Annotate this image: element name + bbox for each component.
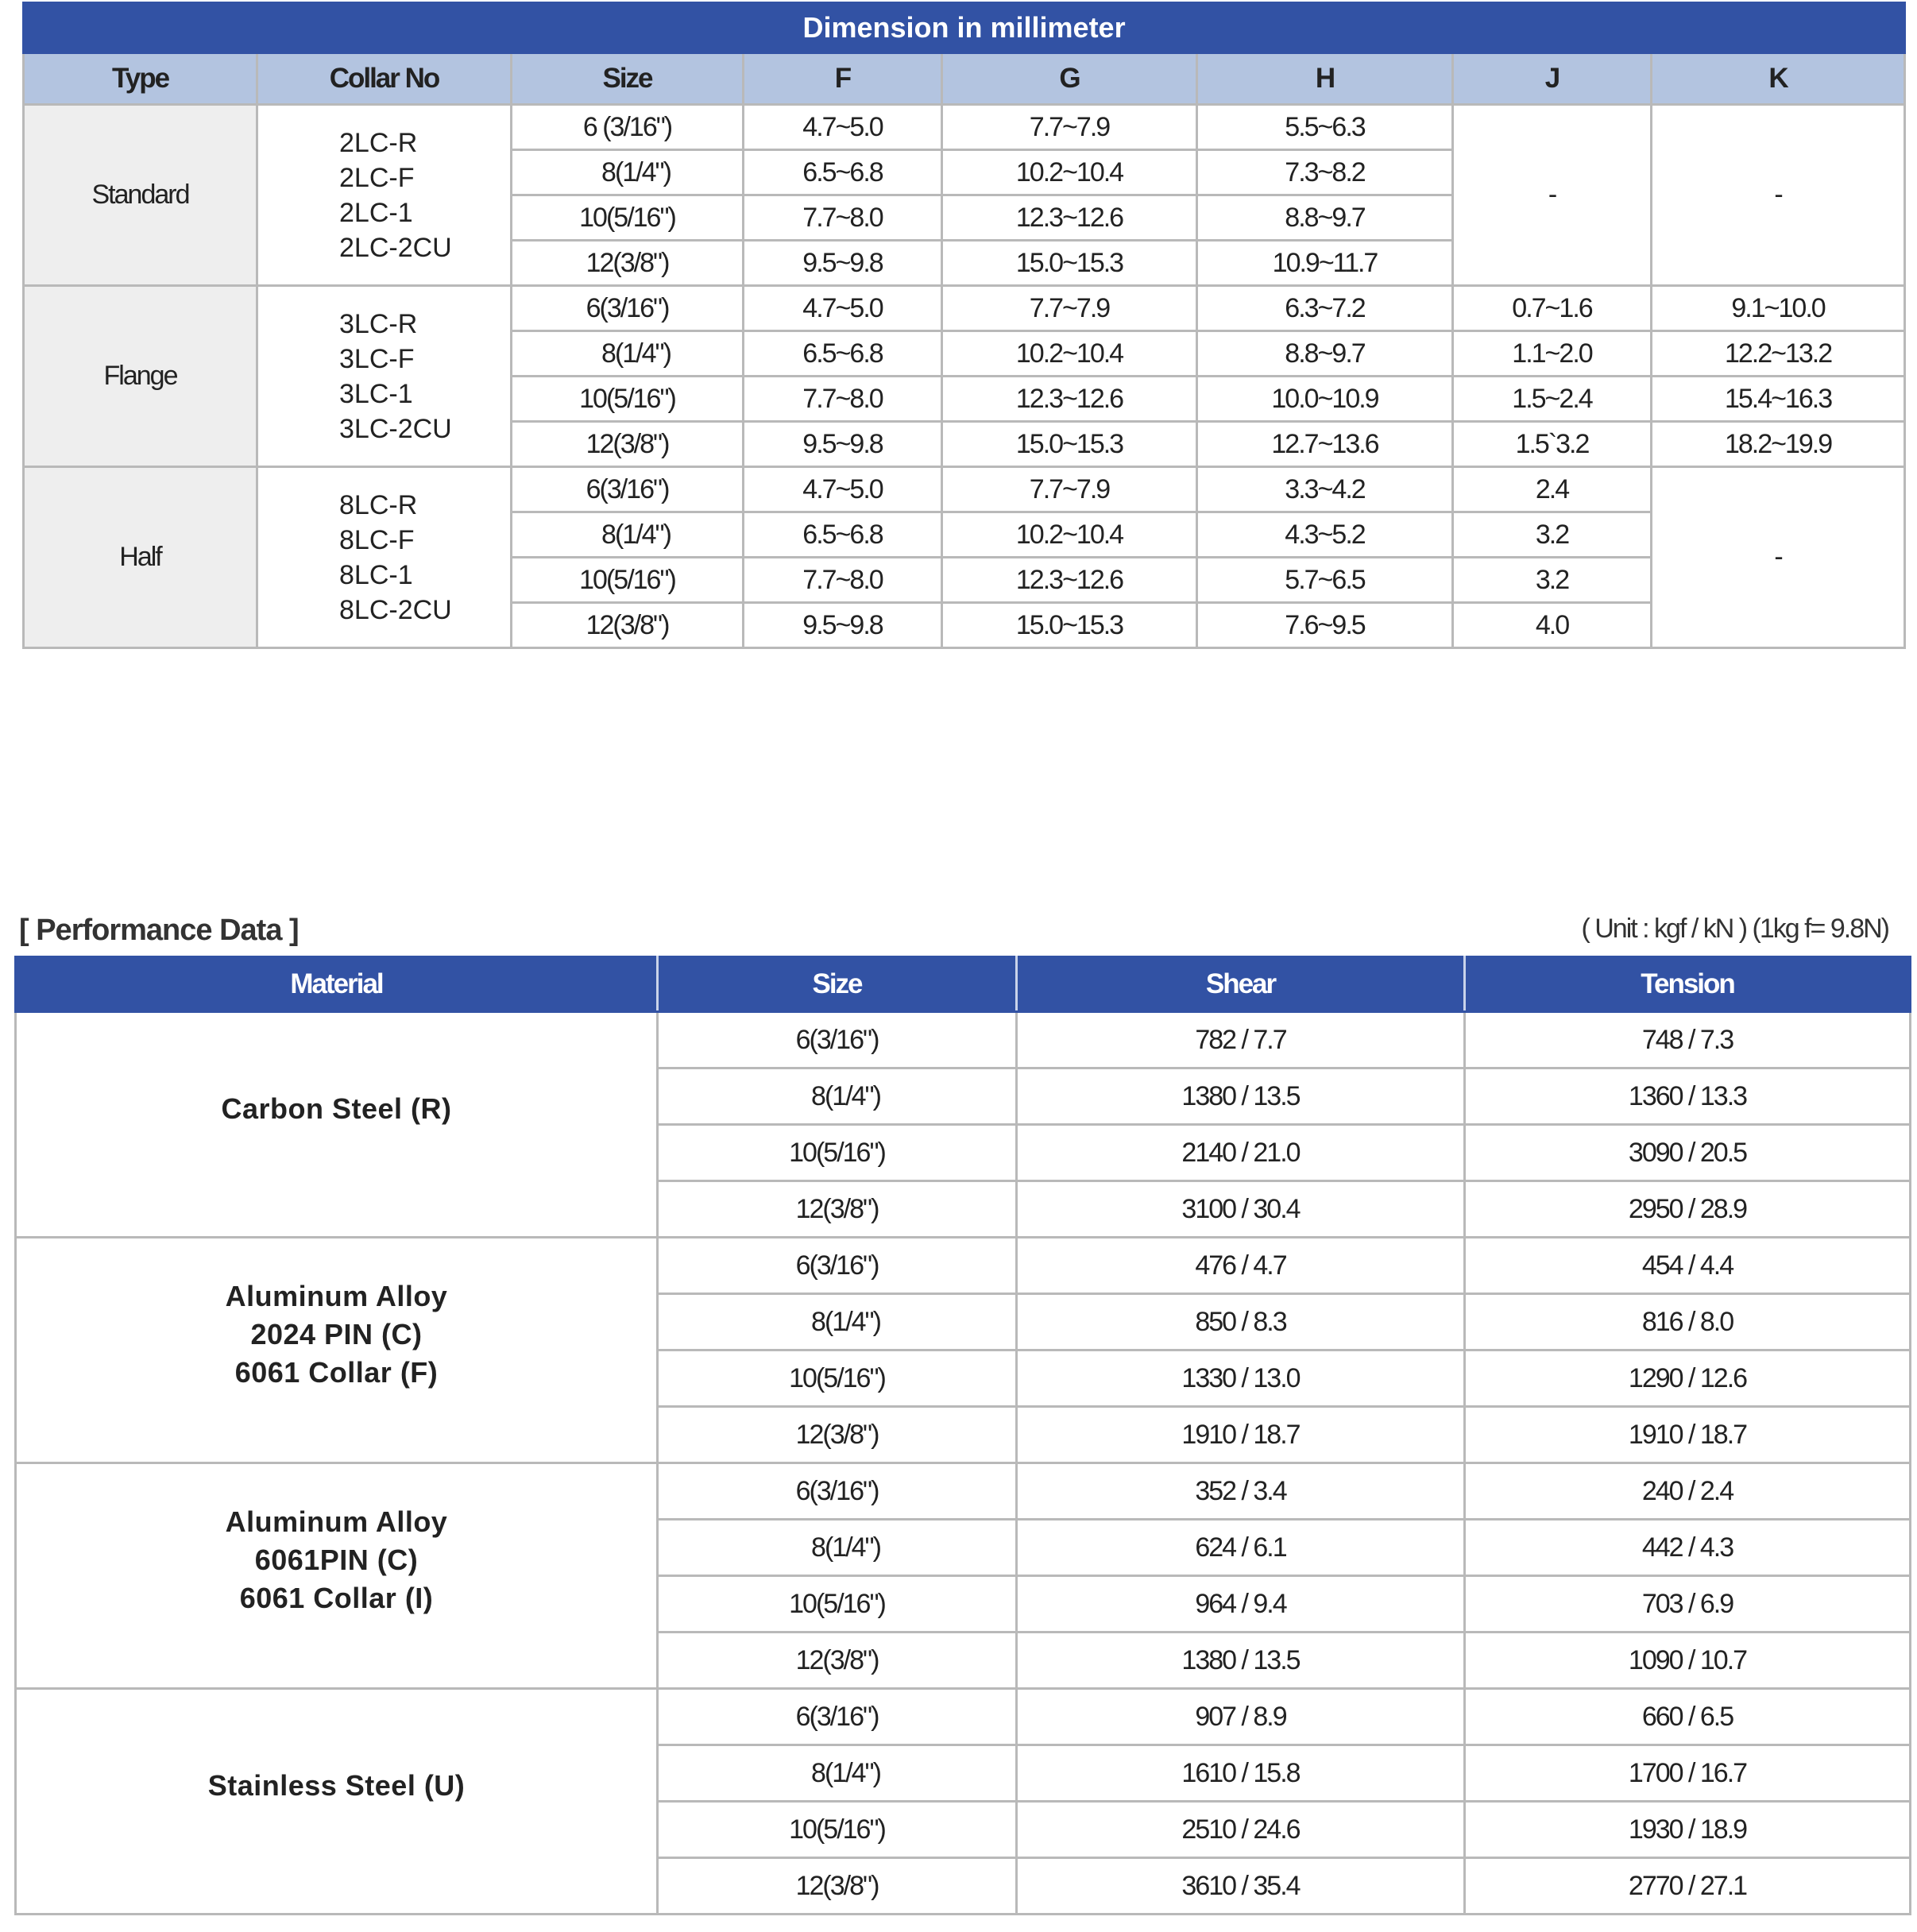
material-line: 2024 PIN (C) [250,1317,423,1350]
g-cell: 15.0~15.3 [942,603,1197,648]
g-cell: 10.2~10.4 [942,150,1197,195]
collar-no: 3LC-F [339,343,415,374]
material-line: 6061 Collar (I) [239,1581,434,1614]
type-cell-flange: Flange [24,286,257,467]
g-cell: 12.3~12.6 [942,558,1197,603]
tension-cell: 816 / 8.0 [1465,1294,1911,1350]
f-cell: 6.5~6.8 [744,150,942,195]
g-cell: 7.7~7.9 [942,286,1197,331]
j-cell: 1.5~2.4 [1453,377,1652,422]
material-cell-aluminum-6061 [16,1463,658,1689]
table-row [16,1238,1911,1294]
col-header-shear: Shear [1017,957,1465,1012]
size-cell: 8(1/4") [512,331,744,377]
k-cell: 12.2~13.2 [1652,331,1905,377]
table-row [16,1463,1911,1520]
col-header-j: J [1453,53,1652,105]
shear-cell: 1380 / 13.5 [1017,1633,1465,1689]
material-cell-aluminum-2024 [16,1238,658,1463]
table-row [24,286,1905,331]
f-cell: 9.5~9.8 [744,422,942,467]
h-cell: 10.0~10.9 [1197,377,1453,422]
tension-cell: 2950 / 28.9 [1465,1181,1911,1238]
tension-cell: 1360 / 13.3 [1465,1068,1911,1125]
g-cell: 12.3~12.6 [942,195,1197,241]
tension-cell: 1700 / 16.7 [1465,1745,1911,1802]
k-cell: 15.4~16.3 [1652,377,1905,422]
size-cell: 6(3/16") [658,1012,1017,1068]
col-header-h: H [1197,53,1453,105]
tension-cell: 703 / 6.9 [1465,1576,1911,1633]
size-cell: 8(1/4") [658,1745,1017,1802]
collar-no: 8LC-R [339,489,418,520]
h-cell: 7.6~9.5 [1197,603,1453,648]
size-cell: 12(3/8") [512,603,744,648]
tension-cell: 2770 / 27.1 [1465,1858,1911,1915]
size-cell: 10(5/16") [512,195,744,241]
collar-no: 2LC-F [339,162,415,193]
size-cell: 8(1/4") [658,1294,1017,1350]
size-cell: 10(5/16") [658,1802,1017,1858]
col-header-tension: Tension [1465,957,1911,1012]
dimension-table [22,2,1906,649]
f-cell: 7.7~8.0 [744,195,942,241]
shear-cell: 850 / 8.3 [1017,1294,1465,1350]
table-row [24,467,1905,512]
k-cell: 9.1~10.0 [1652,286,1905,331]
f-cell: 6.5~6.8 [744,512,942,558]
size-cell: 6(3/16") [512,467,744,512]
h-cell: 4.3~5.2 [1197,512,1453,558]
k-cell: - [1652,105,1905,286]
collar-no: 3LC-1 [339,378,413,409]
h-cell: 10.9~11.7 [1197,241,1453,286]
f-cell: 4.7~5.0 [744,467,942,512]
shear-cell: 624 / 6.1 [1017,1520,1465,1576]
material-cell-carbon-steel [16,1012,658,1238]
j-cell: 0.7~1.6 [1453,286,1652,331]
tension-cell: 3090 / 20.5 [1465,1125,1911,1181]
shear-cell: 1330 / 13.0 [1017,1350,1465,1407]
shear-cell: 2510 / 24.6 [1017,1802,1465,1858]
h-cell: 8.8~9.7 [1197,331,1453,377]
g-cell: 15.0~15.3 [942,241,1197,286]
size-cell: 12(3/8") [658,1858,1017,1915]
size-cell: 6(3/16") [658,1463,1017,1520]
f-cell: 9.5~9.8 [744,603,942,648]
tension-cell: 660 / 6.5 [1465,1689,1911,1745]
j-cell: - [1453,105,1652,286]
size-cell: 6(3/16") [512,286,744,331]
shear-cell: 964 / 9.4 [1017,1576,1465,1633]
shear-cell: 476 / 4.7 [1017,1238,1465,1294]
size-cell: 12(3/8") [512,241,744,286]
shear-cell: 2140 / 21.0 [1017,1125,1465,1181]
material-line: Aluminum Alloy [225,1505,448,1538]
collar-no: 2LC-1 [339,197,413,228]
j-cell: 1.1~2.0 [1453,331,1652,377]
j-cell: 3.2 [1453,558,1652,603]
f-cell: 6.5~6.8 [744,331,942,377]
j-cell: 1.5`3.2 [1453,422,1652,467]
collar-no: 8LC-2CU [339,594,452,625]
material-cell-stainless-steel [16,1689,658,1915]
size-cell: 12(3/8") [512,422,744,467]
material-line: 6061 Collar (F) [234,1355,439,1389]
size-cell: 8(1/4") [658,1068,1017,1125]
performance-title: [ Performance Data ] [19,914,299,947]
tension-cell: 1930 / 18.9 [1465,1802,1911,1858]
collar-cell-standard [257,105,512,286]
h-cell: 3.3~4.2 [1197,467,1453,512]
col-header-type: Type [24,53,257,105]
g-cell: 7.7~7.9 [942,105,1197,150]
shear-cell: 1610 / 15.8 [1017,1745,1465,1802]
size-cell: 8(1/4") [512,512,744,558]
size-cell: 10(5/16") [658,1125,1017,1181]
shear-cell: 1380 / 13.5 [1017,1068,1465,1125]
k-cell: 18.2~19.9 [1652,422,1905,467]
collar-cell-half [257,467,512,648]
size-cell: 10(5/16") [658,1350,1017,1407]
size-cell: 12(3/8") [658,1181,1017,1238]
g-cell: 15.0~15.3 [942,422,1197,467]
size-cell: 12(3/8") [658,1407,1017,1463]
h-cell: 12.7~13.6 [1197,422,1453,467]
size-cell: 10(5/16") [512,558,744,603]
h-cell: 6.3~7.2 [1197,286,1453,331]
shear-cell: 1910 / 18.7 [1017,1407,1465,1463]
f-cell: 7.7~8.0 [744,377,942,422]
tension-cell: 1910 / 18.7 [1465,1407,1911,1463]
f-cell: 9.5~9.8 [744,241,942,286]
tension-cell: 454 / 4.4 [1465,1238,1911,1294]
material-line: Carbon Steel (R) [221,1092,452,1125]
size-cell: 6 (3/16") [512,105,744,150]
f-cell: 7.7~8.0 [744,558,942,603]
table-row [24,105,1905,150]
col-header-size: Size [658,957,1017,1012]
j-cell: 4.0 [1453,603,1652,648]
size-cell: 12(3/8") [658,1633,1017,1689]
size-cell: 10(5/16") [658,1576,1017,1633]
collar-no: 8LC-F [339,524,415,555]
size-cell: 8(1/4") [658,1520,1017,1576]
g-cell: 10.2~10.4 [942,331,1197,377]
tension-cell: 240 / 2.4 [1465,1463,1911,1520]
tension-cell: 748 / 7.3 [1465,1012,1911,1068]
shear-cell: 352 / 3.4 [1017,1463,1465,1520]
col-header-f: F [744,53,942,105]
performance-table [14,956,1911,1915]
f-cell: 4.7~5.0 [744,105,942,150]
col-header-collar-no: Collar No [257,53,512,105]
shear-cell: 3610 / 35.4 [1017,1858,1465,1915]
tension-cell: 442 / 4.3 [1465,1520,1911,1576]
col-header-size: Size [512,53,744,105]
size-cell: 10(5/16") [512,377,744,422]
g-cell: 7.7~7.9 [942,467,1197,512]
unit-note: ( Unit : kgf / kN ) (1kg f= 9.8N) [1581,914,1888,944]
collar-no: 2LC-2CU [339,232,452,263]
g-cell: 12.3~12.6 [942,377,1197,422]
table-row [16,1689,1911,1745]
tension-cell: 1290 / 12.6 [1465,1350,1911,1407]
shear-cell: 3100 / 30.4 [1017,1181,1465,1238]
h-cell: 7.3~8.2 [1197,150,1453,195]
collar-no: 3LC-2CU [339,413,452,444]
g-cell: 10.2~10.4 [942,512,1197,558]
h-cell: 8.8~9.7 [1197,195,1453,241]
h-cell: 5.7~6.5 [1197,558,1453,603]
size-cell: 6(3/16") [658,1689,1017,1745]
table-row [16,1012,1911,1068]
f-cell: 4.7~5.0 [744,286,942,331]
col-header-g: G [942,53,1197,105]
k-cell: - [1652,467,1905,648]
material-line: 6061PIN (C) [254,1543,419,1576]
collar-no: 8LC-1 [339,559,413,590]
material-line: Stainless Steel (U) [207,1768,466,1802]
collar-no: 3LC-R [339,308,418,339]
col-header-k: K [1652,53,1905,105]
col-header-material: Material [16,957,658,1012]
collar-no: 2LC-R [339,127,418,158]
type-cell-standard: Standard [24,105,257,286]
type-cell-half: Half [24,467,257,648]
size-cell: 6(3/16") [658,1238,1017,1294]
tension-cell: 1090 / 10.7 [1465,1633,1911,1689]
h-cell: 5.5~6.3 [1197,105,1453,150]
shear-cell: 907 / 8.9 [1017,1689,1465,1745]
collar-cell-flange [257,286,512,467]
material-line: Aluminum Alloy [225,1279,448,1312]
j-cell: 3.2 [1453,512,1652,558]
shear-cell: 782 / 7.7 [1017,1012,1465,1068]
j-cell: 2.4 [1453,467,1652,512]
dimension-table-title: Dimension in millimeter [24,3,1905,53]
size-cell: 8(1/4") [512,150,744,195]
